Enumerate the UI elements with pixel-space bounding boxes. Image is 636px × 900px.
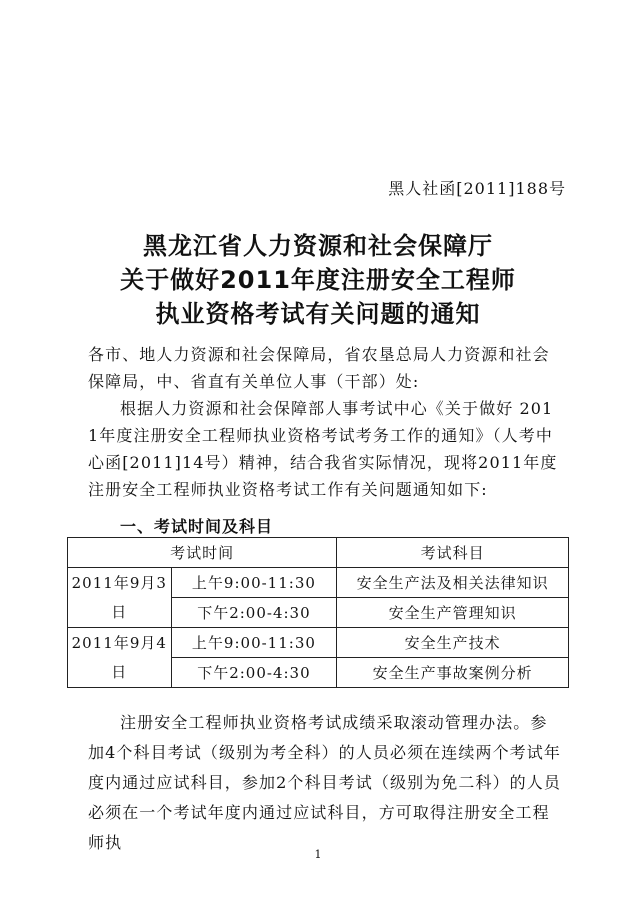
exam-session-time: 下午2:00-4:30 xyxy=(171,598,337,628)
exam-date-cell: 2011年9月3日 xyxy=(68,568,172,628)
title-line-3: 执业资格考试有关问题的通知 xyxy=(155,300,481,328)
exam-session-time: 上午9:00-11:30 xyxy=(171,568,337,598)
rolling-management-paragraph: 注册安全工程师执业资格考试成绩采取滚动管理办法。参加4个科目考试（级别为考全科）的人员必须在连续两个考试年度内通过应试科目，参加2个科目考试（级别为免二科）的人员必须在一个考试年度内通过应试科目，方可取得注册安全工程师执 xyxy=(88,713,561,852)
title-line-2: 关于做好2011年度注册安全工程师 xyxy=(120,266,516,294)
page-number: 1 xyxy=(314,848,322,861)
exam-subject: 安全生产事故案例分析 xyxy=(337,658,569,688)
header-exam-time: 考试时间 xyxy=(68,538,337,568)
exam-date-cell: 2011年9月4日 xyxy=(68,628,172,688)
exam-schedule-table xyxy=(67,537,569,688)
title-line-1: 黑龙江省人力资源和社会保障厅 xyxy=(143,232,493,260)
document-number: 黑人社函[2011]188号 xyxy=(388,179,566,198)
table-header-row xyxy=(68,538,569,568)
exam-session-time: 下午2:00-4:30 xyxy=(171,658,337,688)
header-exam-subject: 考试科目 xyxy=(337,538,569,568)
table-row xyxy=(68,628,569,658)
intro-paragraph: 根据人力资源和社会保障部人事考试中心《关于做好 2011年度注册安全工程师执业资格考试考务工作的通知》（人考中心函[2011]14号）精神，结合我省实际情况，现将2011年度注册安全工程师执业资格考试工作有关问题通知如下: xyxy=(88,399,558,499)
exam-subject: 安全生产法及相关法律知识 xyxy=(337,568,569,598)
exam-session-time: 上午9:00-11:30 xyxy=(171,628,337,658)
exam-subject: 安全生产技术 xyxy=(337,628,569,658)
table-row xyxy=(68,568,569,598)
section-heading-exam-time: 一、考试时间及科目 xyxy=(120,517,274,536)
exam-subject: 安全生产管理知识 xyxy=(337,598,569,628)
addressee-paragraph: 各市、地人力资源和社会保障局，省农垦总局人力资源和社会保障局，中、省直有关单位人事（干部）处: xyxy=(88,345,550,391)
